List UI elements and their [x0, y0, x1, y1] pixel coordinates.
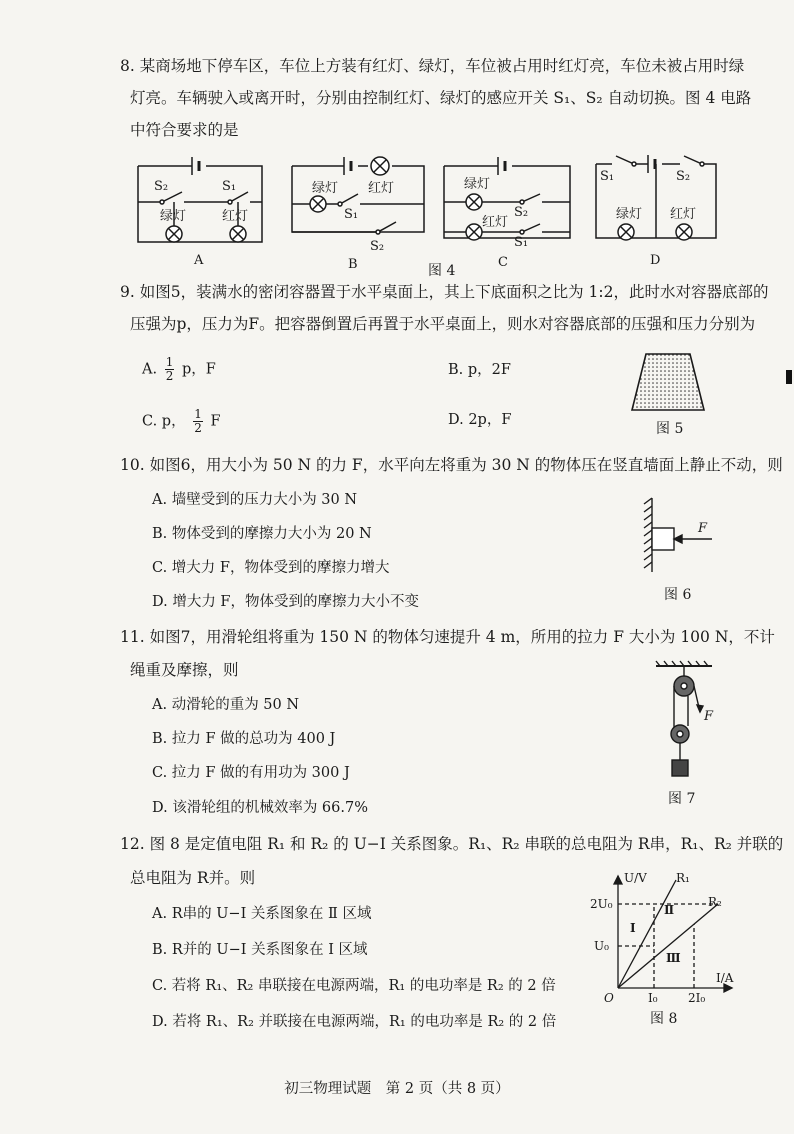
q12-option-c: C. 若将 R₁、R₂ 串联接在电源两端，R₁ 的电功率是 R₂ 的 2 倍: [152, 978, 556, 994]
figure-6-wall: [640, 496, 720, 576]
a-green-label: 绿灯: [160, 209, 187, 224]
fraction-half: $\frac{1}{2}$: [165, 355, 174, 383]
figure-8-caption: 图 8: [650, 1011, 678, 1027]
circuit-a: [138, 157, 262, 242]
q10-option-b: B. 物体受到的摩擦力大小为 20 N: [152, 526, 372, 542]
figure-8-graph: [590, 870, 740, 1006]
q12-line-2: 总电阻为 R并。则: [130, 869, 256, 887]
y-tick-2u0: 2U₀: [590, 897, 613, 911]
pulley-force-label: F: [704, 709, 714, 724]
q9-option-d: D. 2p，F: [448, 412, 512, 428]
q11-option-c: C. 拉力 F 做的有用功为 300 J: [152, 765, 350, 781]
option-b-label: B: [348, 257, 358, 272]
q10-line-1: 10. 如图6，用大小为 50 N 的力 F，水平向左将重为 30 N 的物体压在竖直墙面上静止不动，则: [120, 456, 783, 474]
edge-mark: [786, 370, 792, 384]
q12-line-1: 12. 图 8 是定值电阻 R₁ 和 R₂ 的 U−I 关系图象。R₁、R₂ 串联的总电阻为 R串，R₁、R₂ 并联的: [120, 835, 784, 853]
q11-line-1: 11. 如图7，用滑轮组将重为 150 N 的物体匀速提升 4 m，所用的拉力 F 大小为 100 N，不计: [120, 628, 775, 646]
a-red-label: 红灯: [222, 209, 249, 224]
x-tick-2i0: 2I₀: [688, 991, 706, 1005]
d-green-label: 绿灯: [616, 207, 643, 222]
figure-7-caption: 图 7: [668, 791, 696, 807]
origin-label: O: [604, 991, 614, 1005]
b-s1-label: S₁: [344, 207, 359, 222]
figure-5-caption: 图 5: [656, 421, 684, 437]
d-s2-label: S₂: [676, 169, 691, 184]
c-green-label: 绿灯: [464, 177, 491, 192]
c-s2-label: S₂: [514, 205, 529, 220]
q9-option-b: B. p，2F: [448, 362, 511, 378]
d-s1-label: S₁: [600, 169, 615, 184]
y-axis-label: U/V: [624, 871, 647, 885]
a-s2-label: S₂: [154, 179, 169, 194]
region-ii-label: Ⅱ: [664, 903, 675, 917]
figure-4-circuits: [130, 146, 730, 276]
q12-option-d: D. 若将 R₁、R₂ 并联接在电源两端，R₁ 的电功率是 R₂ 的 2 倍: [152, 1014, 557, 1030]
q11-option-b: B. 拉力 F 做的总功为 400 J: [152, 731, 336, 747]
q8-line-2: 灯亮。车辆驶入或离开时，分别由控制红灯、绿灯的感应开关 S₁、S₂ 自动切换。图 4 电路: [130, 89, 752, 107]
x-axis-label: I/A: [716, 971, 734, 985]
c-red-label: 红灯: [482, 215, 509, 230]
q8-line-1: 8. 某商场地下停车区，车位上方装有红灯、绿灯，车位被占用时红灯亮，车位未被占用时绿: [120, 57, 745, 75]
q9-line-1: 9. 如图5，装满水的密闭容器置于水平桌面上，其上下底面积之比为 1:2，此时水对容器底部的: [120, 283, 769, 301]
a-s1-label: S₁: [222, 179, 237, 194]
q11-option-a: A. 动滑轮的重为 50 N: [152, 697, 300, 713]
b-s2-label: S₂: [370, 239, 385, 254]
q10-option-a: A. 墙壁受到的压力大小为 30 N: [152, 492, 358, 508]
figure-7-pulley: [652, 660, 722, 786]
figure-6-caption: 图 6: [664, 587, 692, 603]
region-iii-label: Ⅲ: [666, 951, 681, 965]
option-d-label: D: [650, 253, 661, 268]
b-green-label: 绿灯: [312, 181, 339, 196]
b-red-label: 红灯: [368, 181, 395, 196]
fraction-half: $\frac{1}{2}$: [194, 407, 202, 435]
d-red-label: 红灯: [670, 207, 697, 222]
q12-option-a: A. R串的 U−I 关系图象在 Ⅱ 区域: [152, 906, 372, 922]
q10-option-d: D. 增大力 F，物体受到的摩擦力大小不变: [152, 594, 419, 610]
y-tick-u0: U₀: [594, 939, 609, 953]
r2-line-label: R₂: [708, 895, 722, 909]
force-f-label: F: [698, 521, 708, 536]
figure-4-caption: 图 4: [428, 263, 456, 279]
q11-option-d: D. 该滑轮组的机械效率为 66.7%: [152, 800, 368, 816]
figure-5-container: [628, 350, 708, 416]
c-s1-label: S₁: [514, 235, 529, 250]
q12-option-b: B. R并的 U−I 关系图象在 Ⅰ 区域: [152, 942, 368, 958]
circuit-d: [596, 155, 716, 240]
x-tick-i0: I₀: [648, 991, 658, 1005]
q9-option-c: C. p， $\frac{1}{2}$ F: [142, 407, 221, 435]
region-i-label: Ⅰ: [630, 921, 636, 935]
q11-line-2: 绳重及摩擦，则: [130, 661, 239, 679]
page-footer: 初三物理试题 第 2 页（共 8 页）: [284, 1081, 510, 1097]
option-a-label: A: [194, 253, 204, 268]
option-c-label: C: [498, 255, 508, 270]
q9-option-a: A. $\frac{1}{2}$ p，F: [142, 355, 216, 383]
r1-line-label: R₁: [676, 871, 690, 885]
q10-option-c: C. 增大力 F，物体受到的摩擦力增大: [152, 560, 390, 576]
q8-line-3: 中符合要求的是: [130, 121, 239, 139]
q9-line-2: 压强为p，压力为F。把容器倒置后再置于水平桌面上，则水对容器底部的压强和压力分别为: [130, 315, 756, 333]
